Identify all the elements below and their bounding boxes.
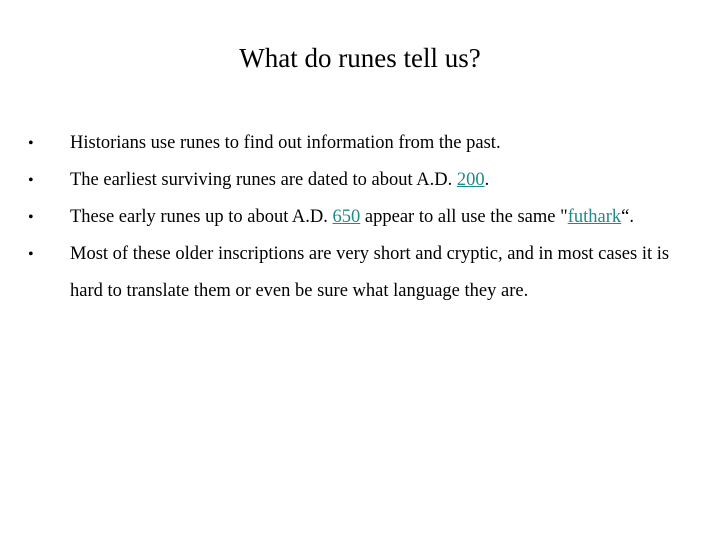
bullet-text-end: .: [484, 170, 490, 190]
bullet-icon: •: [28, 246, 34, 263]
bullet-text: The earliest surviving runes are dated to about A.D.: [70, 170, 457, 190]
bullet-item-3: [28, 199, 688, 236]
bullet-icon: •: [28, 135, 34, 152]
bullet-icon: •: [28, 172, 34, 189]
link-200[interactable]: 200: [456, 170, 485, 190]
bullet-text: Most of these older inscriptions are very short and cryptic, and in most cases it is hard to translate them or even be sure what language they are.: [70, 244, 670, 301]
bullet-text-middle: appear to all use the same ": [360, 207, 568, 227]
bullet-item-2: [28, 162, 688, 199]
bullet-list: [28, 125, 688, 310]
bullet-text: Historians use runes to find out information from the past.: [70, 133, 501, 153]
bullet-text: These early runes up to about A.D.: [70, 207, 333, 227]
link-650[interactable]: 650: [332, 207, 361, 227]
link-futhark[interactable]: futhark: [567, 207, 622, 227]
slide-title: What do runes tell us?: [239, 43, 481, 73]
bullet-item-4: [28, 236, 688, 310]
bullet-item-1: [28, 125, 688, 162]
bullet-icon: •: [28, 209, 34, 226]
bullet-text-end: “.: [621, 207, 634, 227]
